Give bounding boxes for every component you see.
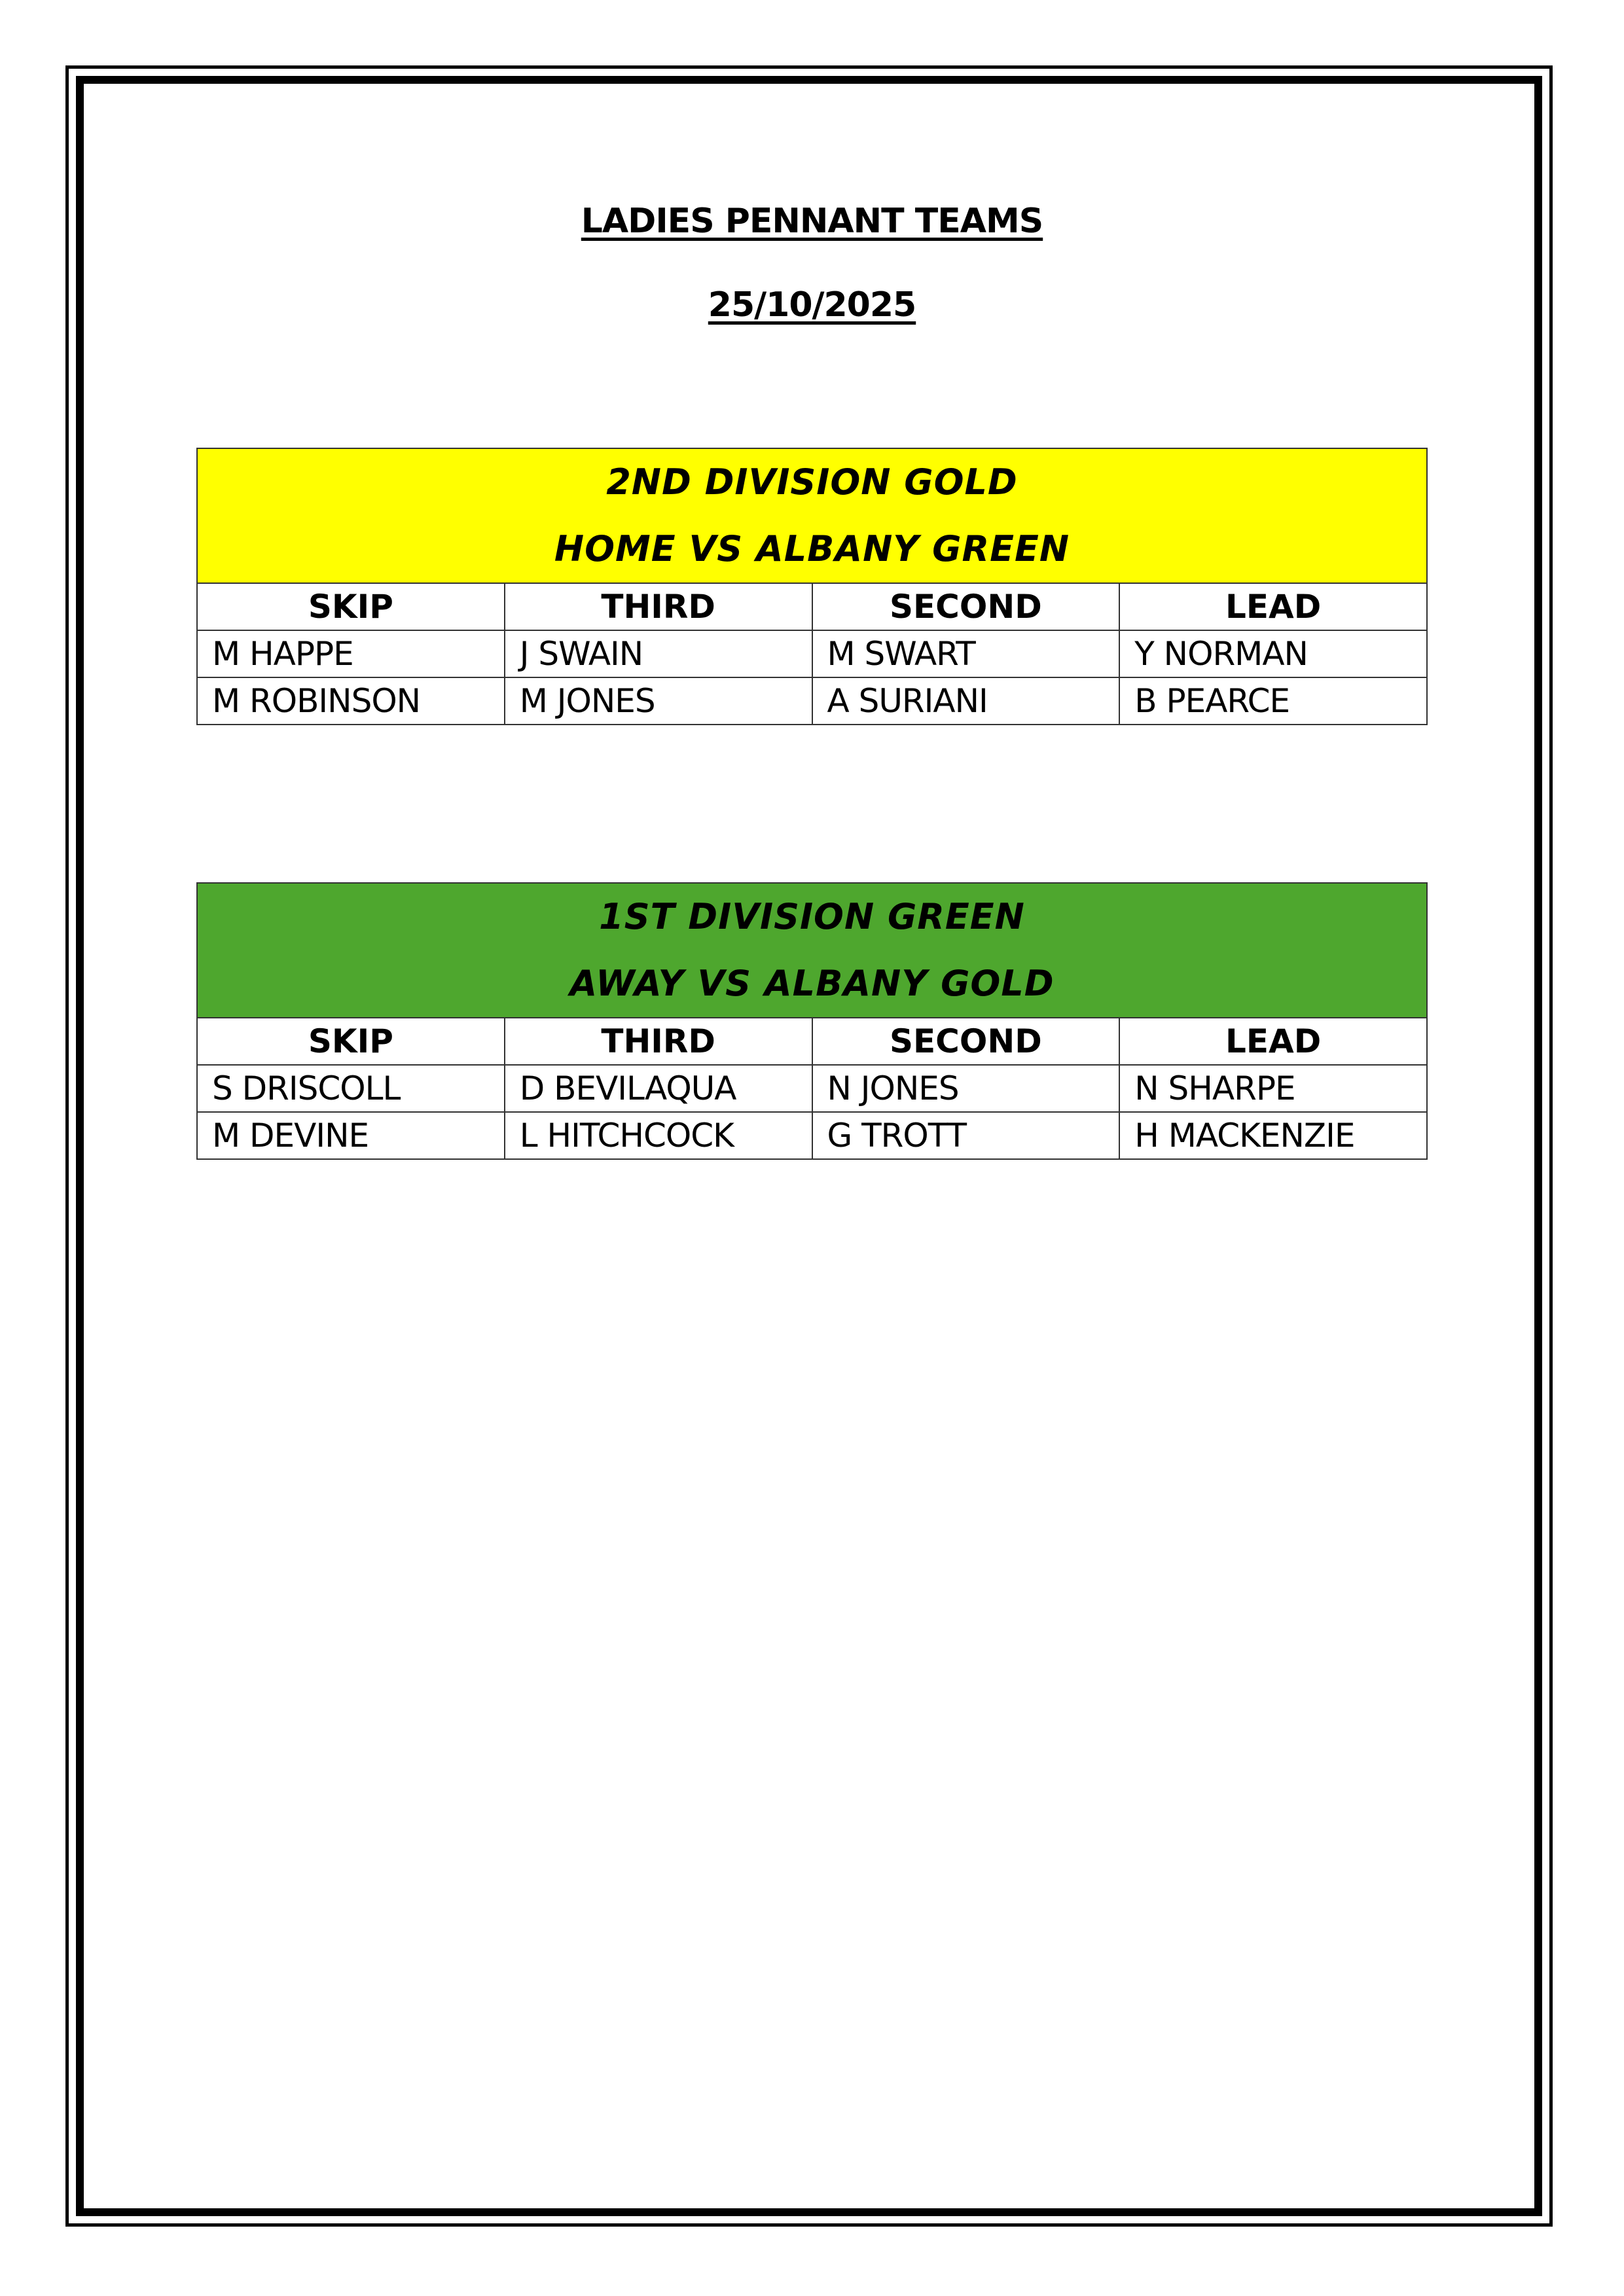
player-third: L HITCHCOCK	[505, 1112, 812, 1159]
team-table-1st-division-green	[196, 882, 1428, 1160]
player-skip: M ROBINSON	[197, 677, 505, 725]
player-lead: H MACKENZIE	[1119, 1112, 1427, 1159]
division-banner	[197, 883, 1427, 1018]
player-second: G TROTT	[812, 1112, 1120, 1159]
document-date: 25/10/2025	[708, 285, 916, 325]
team-table-2nd-division-gold	[196, 448, 1428, 725]
column-header-second: SECOND	[812, 583, 1120, 630]
table-row	[197, 1065, 1427, 1112]
column-header-skip: SKIP	[197, 1018, 505, 1065]
column-header-skip: SKIP	[197, 583, 505, 630]
table-row	[197, 677, 1427, 725]
column-header-third: THIRD	[505, 1018, 812, 1065]
player-second: M SWART	[812, 630, 1120, 677]
player-third: M JONES	[505, 677, 812, 725]
division-name: 1ST DIVISION GREEN	[599, 896, 1025, 937]
document-title: LADIES PENNANT TEAMS	[581, 202, 1043, 241]
player-lead: Y NORMAN	[1119, 630, 1427, 677]
player-second: A SURIANI	[812, 677, 1120, 725]
column-header-row	[197, 1018, 1427, 1065]
player-third: J SWAIN	[505, 630, 812, 677]
table-row	[197, 1112, 1427, 1159]
player-skip: M HAPPE	[197, 630, 505, 677]
player-lead: B PEARCE	[1119, 677, 1427, 725]
player-third: D BEVILAQUA	[505, 1065, 812, 1112]
player-skip: M DEVINE	[197, 1112, 505, 1159]
column-header-third: THIRD	[505, 583, 812, 630]
player-second: N JONES	[812, 1065, 1120, 1112]
column-header-lead: LEAD	[1119, 583, 1427, 630]
player-lead: N SHARPE	[1119, 1065, 1427, 1112]
fixture-name: HOME VS ALBANY GREEN	[554, 528, 1070, 569]
column-header-lead: LEAD	[1119, 1018, 1427, 1065]
column-header-row	[197, 583, 1427, 630]
player-skip: S DRISCOLL	[197, 1065, 505, 1112]
table-row	[197, 630, 1427, 677]
column-header-second: SECOND	[812, 1018, 1120, 1065]
division-banner	[197, 448, 1427, 583]
fixture-name: AWAY VS ALBANY GOLD	[569, 963, 1055, 1004]
division-name: 2ND DIVISION GOLD	[606, 461, 1018, 503]
